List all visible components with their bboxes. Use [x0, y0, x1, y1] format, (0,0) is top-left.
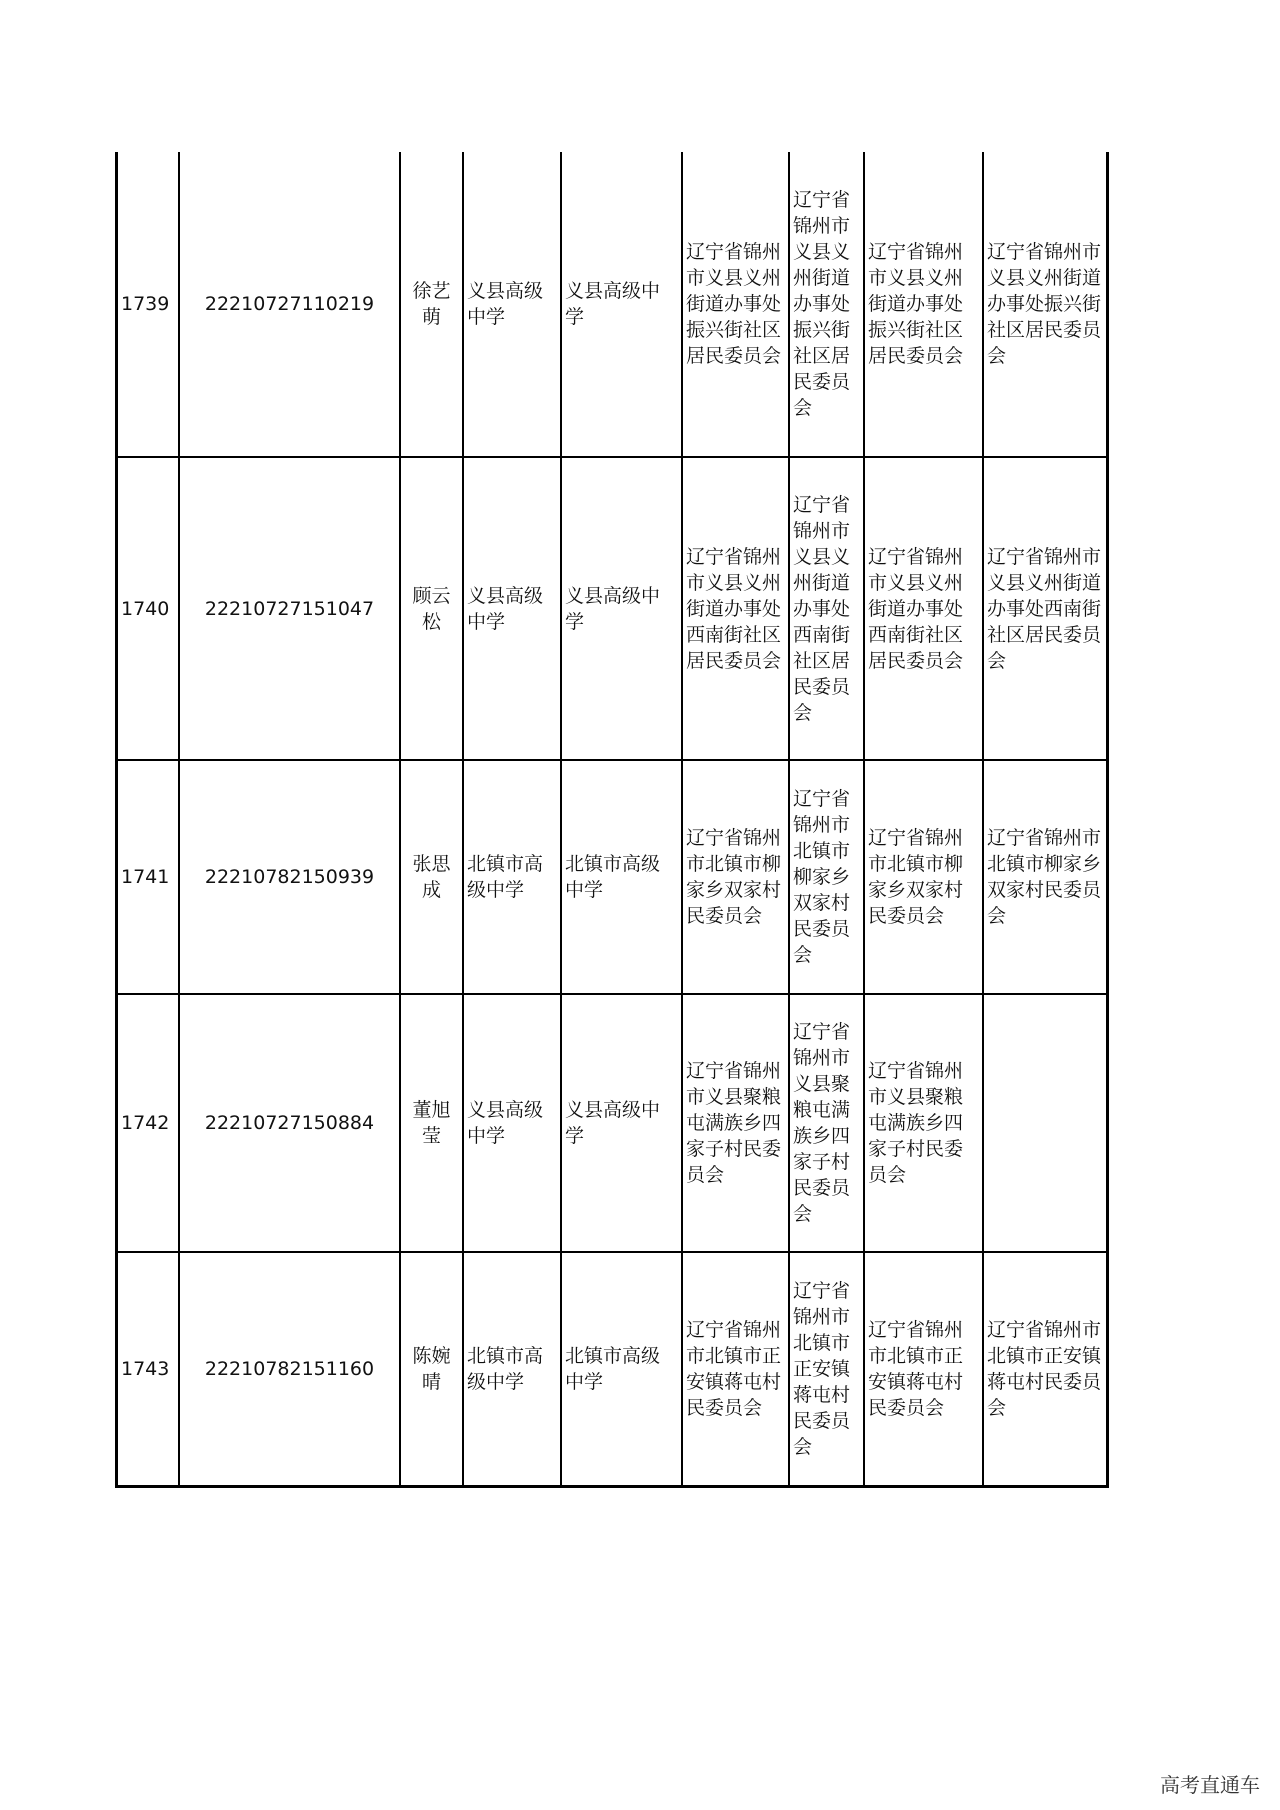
address-cell — [983, 994, 1106, 1252]
address-cell: 辽宁省锦州市义县聚粮屯满族乡四家子村民委员会 — [789, 994, 864, 1252]
school-cell: 义县高级中学 — [463, 152, 561, 457]
address-cell: 辽宁省锦州市义县义州街道办事处西南街社区居民委员会 — [789, 457, 864, 760]
seq-cell: 1743 — [118, 1252, 179, 1485]
address-cell: 辽宁省锦州市义县义州街道办事处振兴街社区居民委员会 — [983, 152, 1106, 457]
exam-number-cell: 22210727110219 — [179, 152, 400, 457]
exam-number-cell: 22210782150939 — [179, 760, 400, 994]
roster-table — [118, 152, 1106, 1485]
school-cell: 北镇市高级中学 — [561, 760, 682, 994]
school-cell: 北镇市高级中学 — [561, 1252, 682, 1485]
address-cell: 辽宁省锦州市北镇市正安镇蒋屯村民委员会 — [789, 1252, 864, 1485]
name-cell: 顾云松 — [400, 457, 463, 760]
school-cell: 义县高级中学 — [561, 457, 682, 760]
school-cell: 义县高级中学 — [561, 994, 682, 1252]
name-cell: 徐艺萌 — [400, 152, 463, 457]
name-cell: 董旭莹 — [400, 994, 463, 1252]
roster-table-frame — [115, 152, 1109, 1488]
table-row — [118, 457, 1106, 760]
address-cell: 辽宁省锦州市北镇市柳家乡双家村民委员会 — [789, 760, 864, 994]
school-cell: 义县高级中学 — [561, 152, 682, 457]
name-cell: 张思成 — [400, 760, 463, 994]
school-cell: 义县高级中学 — [463, 994, 561, 1252]
address-cell: 辽宁省锦州市义县义州街道办事处西南街社区居民委员会 — [682, 457, 789, 760]
watermark-text: 高考直通车 — [1160, 1773, 1260, 1797]
address-cell: 辽宁省锦州市北镇市柳家乡双家村民委员会 — [864, 760, 983, 994]
table-row — [118, 152, 1106, 457]
address-cell: 辽宁省锦州市义县义州街道办事处西南街社区居民委员会 — [983, 457, 1106, 760]
table-row — [118, 994, 1106, 1252]
address-cell: 辽宁省锦州市北镇市柳家乡双家村民委员会 — [682, 760, 789, 994]
seq-cell: 1740 — [118, 457, 179, 760]
address-cell: 辽宁省锦州市义县聚粮屯满族乡四家子村民委员会 — [682, 994, 789, 1252]
seq-cell: 1739 — [118, 152, 179, 457]
exam-number-cell: 22210727150884 — [179, 994, 400, 1252]
address-cell: 辽宁省锦州市义县聚粮屯满族乡四家子村民委员会 — [864, 994, 983, 1252]
address-cell: 辽宁省锦州市北镇市正安镇蒋屯村民委员会 — [983, 1252, 1106, 1485]
address-cell: 辽宁省锦州市义县义州街道办事处振兴街社区居民委员会 — [789, 152, 864, 457]
school-cell: 义县高级中学 — [463, 457, 561, 760]
school-cell: 北镇市高级中学 — [463, 760, 561, 994]
address-cell: 辽宁省锦州市义县义州街道办事处振兴街社区居民委员会 — [682, 152, 789, 457]
address-cell: 辽宁省锦州市北镇市正安镇蒋屯村民委员会 — [864, 1252, 983, 1485]
table-row — [118, 1252, 1106, 1485]
address-cell: 辽宁省锦州市北镇市正安镇蒋屯村民委员会 — [682, 1252, 789, 1485]
exam-number-cell: 22210782151160 — [179, 1252, 400, 1485]
address-cell: 辽宁省锦州市北镇市柳家乡双家村民委员会 — [983, 760, 1106, 994]
table-row — [118, 760, 1106, 994]
address-cell: 辽宁省锦州市义县义州街道办事处振兴街社区居民委员会 — [864, 152, 983, 457]
exam-number-cell: 22210727151047 — [179, 457, 400, 760]
name-cell: 陈婉晴 — [400, 1252, 463, 1485]
school-cell: 北镇市高级中学 — [463, 1252, 561, 1485]
seq-cell: 1742 — [118, 994, 179, 1252]
seq-cell: 1741 — [118, 760, 179, 994]
roster-table-body — [118, 152, 1106, 1485]
address-cell: 辽宁省锦州市义县义州街道办事处西南街社区居民委员会 — [864, 457, 983, 760]
